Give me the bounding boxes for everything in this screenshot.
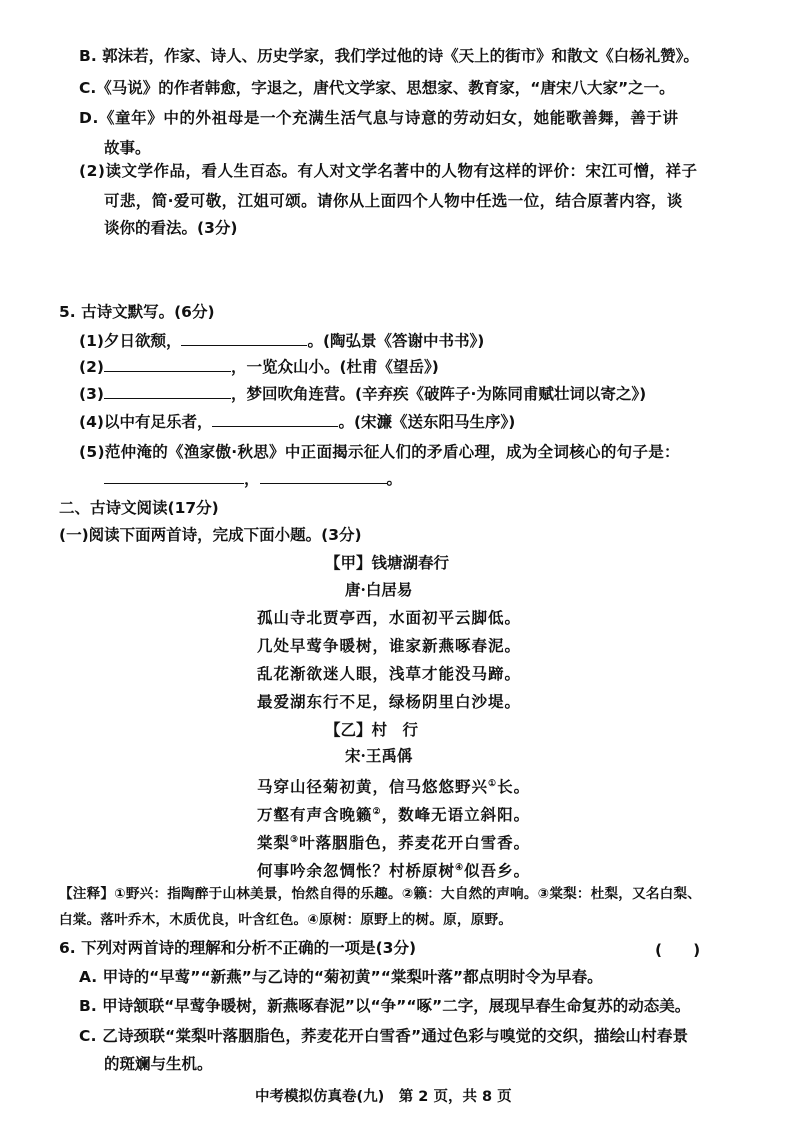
q5-item2: [79, 357, 439, 377]
q5-item5-line1: (5)范仲淹的《渔家傲·秋思》中正面揭示征人们的矛盾心理，成为全词核心的句子是：: [79, 443, 680, 461]
q5-item1-text-b: 。(陶弘景《答谢中书书》): [307, 332, 485, 350]
poem2-line-3: [257, 830, 530, 853]
poem1-line: 乱花渐欲迷人眼，浅草才能没马蹄。: [257, 664, 522, 683]
poem2-line-1-a: 马穿山径菊初黄，信马悠悠野兴: [257, 777, 489, 797]
q6-option-c-line2: 的斑斓与生机。: [104, 1055, 213, 1073]
q4-option-b: B. 郭沫若，作家、诗人、历史学家，我们学过他的诗《天上的街市》和散文《白杨礼赞》。: [79, 47, 699, 65]
q5-item3-blank[interactable]: [104, 384, 231, 399]
q5-item1-text-a: (1)夕日欲颓，: [79, 332, 182, 350]
q6-stem: 6. 下列对两首诗的理解和分析不正确的一项是(3分): [59, 939, 417, 957]
q4-option-c: C.《马说》的作者韩愈，字退之，唐代文学家、思想家、教育家，“唐宋八大家”之一。: [79, 79, 675, 97]
q5-item4: [79, 412, 515, 432]
q6-option-c-line1: C. 乙诗颈联“棠梨叶落胭脂色，荞麦花开白雪香”通过色彩与嗅觉的交织，描绘山村春景: [79, 1027, 689, 1045]
q5-title: 5. 古诗文默写。(6分): [59, 303, 215, 321]
notes-line1: 【注释】①野兴：指陶醉于山林美景，怡然自得的乐趣。②籁：大自然的声响。③棠梨：杜梨，又名白梨、: [59, 886, 702, 902]
q5-item5-blank-1[interactable]: [104, 469, 244, 484]
poem1-title: 【甲】钱塘湖春行: [325, 554, 450, 572]
q5-item5-line2: [104, 469, 402, 489]
poem2-title: 【乙】村 行: [325, 721, 419, 739]
q4-option-d-line2: 故事。: [104, 139, 151, 157]
poem2-author: 宋·王禹偁: [345, 746, 413, 765]
q5-item1: [79, 331, 484, 351]
poem2-line-4-a: 何事吟余忽惆怅？村桥原树: [257, 861, 456, 881]
poem2-line-4: [257, 858, 530, 881]
q5-item2-text-b: ，一览众山小。(杜甫《望岳》): [230, 358, 439, 376]
poem2-line-2-b: ，数峰无语立斜阳。: [381, 805, 531, 825]
poem2-line-3-a: 棠梨: [257, 833, 291, 853]
section2-sub1-instruction: (一)阅读下面两首诗，完成下面小题。(3分): [59, 526, 362, 544]
q5-item4-text-a: (4)以中有足乐者，: [79, 413, 213, 431]
q6-answer-paren[interactable]: ( ): [655, 941, 701, 959]
q4-option-d-line1: D.《童年》中的外祖母是一个充满生活气息与诗意的劳动妇女，她能歌善舞，善于讲: [79, 109, 679, 127]
q6-option-b: B. 甲诗颔联“早莺争暖树，新燕啄春泥”以“争”“啄”二字，展现早春生命复苏的动态美。: [79, 997, 691, 1015]
page-footer: 中考模拟仿真卷(九) 第 2 页，共 8 页: [255, 1089, 512, 1105]
poem1-line: 孤山寺北贾亭西，水面初平云脚低。: [257, 608, 522, 627]
section2-heading: 二、古诗文阅读(17分): [59, 499, 219, 517]
q5-item5-period: 。: [386, 470, 403, 488]
q4-sub2-line1: (2)读文学作品，看人生百态。有人对文学名著中的人物有这样的评价：宋江可憎，祥子: [79, 162, 698, 180]
q4-sub2-line2: 可悲，简·爱可敬，江姐可颂。请你从上面四个人物中任选一位，结合原著内容，谈: [104, 192, 683, 210]
q5-item4-text-b: 。(宋濂《送东阳马生序》): [338, 413, 516, 431]
note-marker-2: ②: [372, 807, 382, 817]
note-marker-3: ③: [290, 835, 300, 845]
q5-item3-text-a: (3): [79, 385, 104, 403]
poem1-line: 最爱湖东行不足，绿杨阴里白沙堤。: [257, 692, 522, 711]
q5-item2-text-a: (2): [79, 358, 104, 376]
note-marker-1: ①: [488, 779, 498, 789]
q5-item5-comma: ，: [244, 470, 260, 488]
q5-item2-blank[interactable]: [104, 357, 231, 372]
poem1-line: 几处早莺争暖树，谁家新燕啄春泥。: [257, 636, 522, 655]
poem2-line-1: [257, 774, 530, 797]
q5-item3-text-b: ，梦回吹角连营。(辛弃疾《破阵子·为陈同甫赋壮词以寄之》): [230, 385, 647, 403]
q5-item4-blank[interactable]: [212, 412, 338, 427]
note-marker-4: ④: [455, 863, 465, 873]
q6-option-a: A. 甲诗的“早莺”“新燕”与乙诗的“菊初黄”“棠梨叶落”都点明时令为早春。: [79, 968, 603, 986]
q5-item5-blank-2[interactable]: [260, 469, 387, 484]
poem1-author: 唐·白居易: [345, 580, 413, 599]
q5-item3: [79, 384, 646, 404]
notes-line2: 白棠。落叶乔木，木质优良，叶含红色。④原树：原野上的树。原，原野。: [59, 912, 513, 928]
poem2-line-2-a: 万壑有声含晚籁: [257, 805, 373, 825]
poem2-line-2: [257, 802, 530, 825]
poem2-line-1-b: 长。: [497, 777, 531, 797]
poem2-line-3-b: 叶落胭脂色，荞麦花开白雪香。: [299, 833, 531, 853]
q4-sub2-line3: 谈你的看法。(3分): [104, 219, 238, 237]
poem2-line-4-b: 似吾乡。: [464, 861, 531, 881]
q5-item1-blank[interactable]: [181, 331, 307, 346]
